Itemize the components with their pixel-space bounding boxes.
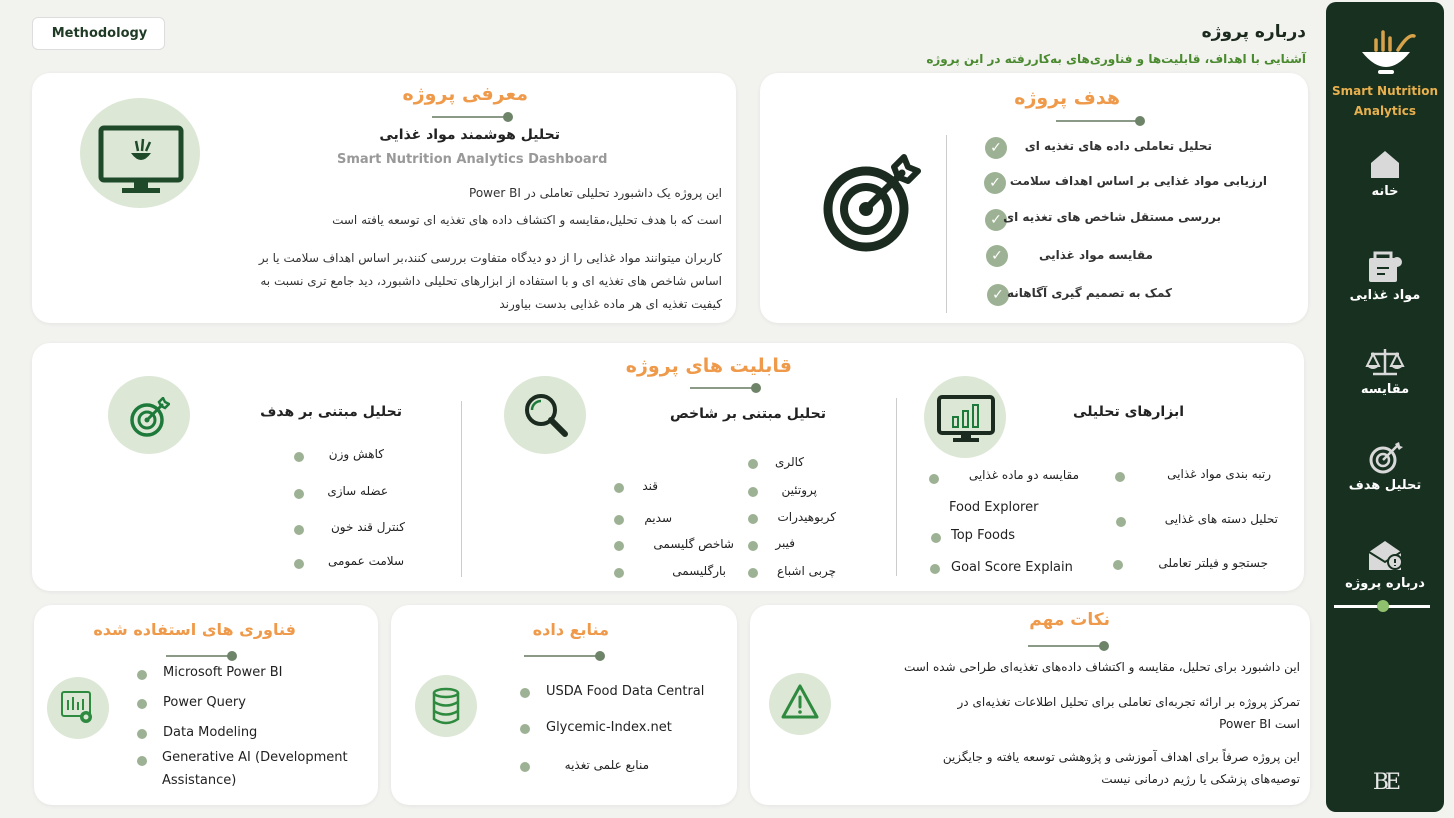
monitor-icon — [98, 125, 184, 195]
sidebar-item-home[interactable] — [1326, 148, 1444, 199]
goal-based-item-3: کنترل قند خون — [330, 520, 405, 534]
tech-item-2: Power Query — [163, 695, 246, 710]
methodology-label: Methodology — [51, 26, 148, 41]
tech-item-5: Assistance) — [162, 773, 237, 788]
goal-check-5: ✓ — [987, 284, 1009, 306]
index-right-item-1: کالری — [774, 455, 804, 469]
tools-left-bullet-4 — [930, 564, 940, 574]
sidebar-item-about-label: درباره پروژه — [1345, 576, 1425, 591]
tech-bullet-3 — [137, 729, 147, 739]
goal-based-bullet-3 — [294, 525, 304, 535]
index-title: تحلیل مبتنی بر شاخص — [669, 406, 826, 422]
intro-line-5: کیفیت تغذیه ای هر ماده غذایی بدست بیاورند — [499, 297, 722, 311]
tools-left-item-1: مقایسه دو ماده غذایی — [968, 468, 1079, 482]
index-right-item-3: کربوهیدرات — [777, 510, 836, 524]
magnifier-icon — [522, 391, 570, 439]
sources-bullet-2 — [520, 724, 530, 734]
goal-card — [760, 73, 1308, 323]
goal-item-3: بررسی مستقل شاخص های تغذیه ای — [1003, 210, 1221, 224]
tools-left-item-3: Top Foods — [951, 528, 1016, 543]
goal-item-1: تحلیل تعاملی داده های تغذیه ای — [1024, 139, 1212, 153]
intro-line-4: اساس شاخص های تغذیه ای و با استفاده از ابزارهای تحلیلی داشبورد، دید جامع تری نسبت به — [260, 274, 722, 288]
goal-based-bullet-2 — [294, 489, 304, 499]
index-right-item-2: پروتئین — [781, 483, 817, 497]
goal-target-icon — [128, 397, 170, 439]
index-right-bullet-1 — [748, 459, 758, 469]
goal-based-bullet-1 — [294, 452, 304, 462]
index-left-item-3: شاخص گلیسمی — [653, 537, 734, 551]
intro-title-fa: تحلیل هوشمند مواد غذایی — [379, 127, 560, 143]
index-left-bullet-1 — [614, 483, 624, 493]
tech-item-4: Generative AI (Development — [162, 750, 348, 765]
capabilities-divider-1 — [461, 401, 462, 577]
index-right-item-5: چربی اشباع — [776, 564, 836, 578]
intro-line-3: کاربران میتوانند مواد غذایی را از دو دیدگاه متفاوت بررسی کنند،بر اساس اهداف سلامت یا بر — [258, 251, 722, 265]
goal-item-4: مقایسه مواد غذایی — [1038, 248, 1153, 262]
target-icon — [822, 153, 922, 253]
sources-heading-underline — [524, 655, 600, 657]
home-icon — [1368, 148, 1402, 180]
page-title: درباره پروژه — [1201, 22, 1306, 42]
chart-monitor-icon — [937, 395, 995, 443]
sources-item-3: منابع علمی تغذیه — [564, 758, 649, 772]
goal-based-bullet-4 — [294, 559, 304, 569]
intro-heading: معرفی پروژه — [402, 83, 528, 105]
index-left-item-4: بارگلیسمی — [672, 564, 726, 578]
tech-bullet-4 — [137, 756, 147, 766]
tools-right-item-3: جستجو و فیلتر تعاملی — [1158, 556, 1268, 570]
intro-line-2: است که با هدف تحلیل،مقایسه و اکتشاف داده های تغذیه ای توسعه یافته است — [332, 213, 722, 227]
index-right-item-4: فیبر — [775, 536, 795, 550]
goal-based-title: تحلیل مبتنی بر هدف — [260, 404, 402, 420]
sidebar-item-home-label: خانه — [1371, 184, 1399, 199]
goal-item-2: ارزیابی مواد غذایی بر اساس اهداف سلامت — [1009, 174, 1267, 188]
notes-card — [750, 605, 1310, 805]
capabilities-card — [32, 343, 1304, 591]
tech-heading: فناوری های استفاده شده — [93, 620, 296, 639]
capabilities-heading-underline — [690, 387, 756, 389]
database-icon — [431, 687, 461, 725]
tools-right-item-2: تحلیل دسته های غذایی — [1164, 512, 1278, 526]
tools-left-bullet-3 — [931, 533, 941, 543]
tools-left-bullet-1 — [929, 474, 939, 484]
sidebar-item-goal-analysis[interactable] — [1326, 442, 1444, 493]
brand-logo-icon — [1356, 28, 1416, 80]
goal-based-item-2: عضله سازی — [327, 484, 388, 498]
active-indicator-dot — [1377, 600, 1389, 612]
brand-line-2: Analytics — [1354, 104, 1416, 118]
intro-title-en: Smart Nutrition Analytics Dashboard — [337, 152, 608, 167]
grocery-bag-icon — [1365, 248, 1405, 284]
tech-item-1: Microsoft Power BI — [163, 665, 283, 680]
capabilities-divider-2 — [896, 398, 897, 576]
sources-item-1: USDA Food Data Central — [546, 684, 705, 699]
notes-line-1: این داشبورد برای تحلیل، مقایسه و اکتشاف داده‌های تغذیه‌ای طراحی شده است — [903, 660, 1300, 674]
tools-right-bullet-3 — [1113, 560, 1123, 570]
sidebar — [1326, 2, 1444, 812]
footer-logo: BE — [1372, 770, 1398, 795]
sidebar-item-foods[interactable] — [1326, 248, 1444, 303]
tech-bullet-2 — [137, 699, 147, 709]
index-right-bullet-4 — [748, 541, 758, 551]
intro-line-1: این پروژه یک داشبورد تحلیلی تعاملی در Power BI — [469, 186, 722, 200]
tools-left-item-2: Food Explorer — [949, 500, 1039, 515]
goal-check-2: ✓ — [984, 172, 1006, 194]
data-settings-icon — [60, 690, 96, 726]
notes-line-2: تمرکز پروژه بر ارائه تجربه‌ای تعاملی برای تحلیل اطلاعات تغذیه‌ای در — [957, 695, 1300, 709]
sources-bullet-1 — [520, 688, 530, 698]
sources-card — [391, 605, 737, 805]
brand-line-1: Smart Nutrition — [1331, 84, 1439, 98]
notes-heading: نکات مهم — [1029, 610, 1110, 630]
sidebar-item-goal-analysis-label: تحلیل هدف — [1348, 478, 1422, 493]
index-left-item-1: قند — [642, 479, 658, 493]
sources-heading: منابع داده — [532, 620, 609, 639]
index-right-bullet-3 — [748, 514, 758, 524]
index-left-bullet-3 — [614, 541, 624, 551]
tech-card — [34, 605, 378, 805]
goal-check-1: ✓ — [985, 137, 1007, 159]
intro-card — [32, 73, 736, 323]
goal-heading-underline — [1056, 120, 1140, 122]
goal-target-nav-icon — [1367, 442, 1403, 474]
index-right-bullet-2 — [748, 487, 758, 497]
sources-bullet-3 — [520, 762, 530, 772]
tech-bullet-1 — [137, 670, 147, 680]
sidebar-item-compare[interactable] — [1326, 346, 1444, 397]
methodology-button[interactable] — [32, 17, 165, 50]
goal-based-item-1: کاهش وزن — [328, 447, 384, 461]
scale-icon — [1365, 346, 1405, 378]
about-envelope-icon — [1365, 538, 1405, 572]
sources-item-2: Glycemic-Index.net — [546, 720, 672, 735]
goal-heading: هدف پروژه — [1014, 87, 1120, 109]
goal-item-5: کمک به تصمیم گیری آگاهانه — [1006, 286, 1172, 300]
capabilities-heading: قابلیت های پروژه — [625, 355, 792, 377]
index-left-bullet-2 — [614, 515, 624, 525]
sidebar-item-compare-label: مقایسه — [1360, 382, 1410, 397]
goal-divider — [946, 135, 947, 313]
tools-right-item-1: رتبه بندی مواد غذایی — [1167, 467, 1271, 481]
notes-heading-underline — [1028, 645, 1104, 647]
sidebar-item-foods-label: مواد غذایی — [1349, 288, 1421, 303]
index-left-bullet-4 — [614, 568, 624, 578]
tools-left-item-4: Goal Score Explain — [951, 560, 1073, 575]
tech-heading-underline — [166, 655, 232, 657]
notes-line-5: توصیه‌های پزشکی یا رژیم درمانی نیست — [1101, 772, 1300, 786]
goal-based-item-4: سلامت عمومی — [328, 554, 404, 568]
tools-right-bullet-2 — [1116, 517, 1126, 527]
notes-line-4: این پروژه صرفاً برای اهداف آموزشی و پژوهشی توسعه یافته و جایگزین — [942, 750, 1300, 764]
page-subtitle: آشنایی با اهداف، قابلیت‌ها و فناوری‌های به‌کاررفته در این پروژه — [926, 52, 1306, 66]
index-left-item-2: سدیم — [644, 511, 672, 525]
notes-line-3: Power BI است — [1219, 717, 1300, 731]
tech-item-3: Data Modeling — [163, 725, 258, 740]
warning-icon — [780, 683, 820, 721]
goal-check-3: ✓ — [985, 209, 1007, 231]
intro-heading-underline — [432, 116, 508, 118]
sidebar-item-about[interactable] — [1326, 538, 1444, 591]
goal-check-4: ✓ — [986, 245, 1008, 267]
tools-right-bullet-1 — [1115, 472, 1125, 482]
tools-title: ابزارهای تحلیلی — [1073, 404, 1184, 420]
index-right-bullet-5 — [748, 568, 758, 578]
